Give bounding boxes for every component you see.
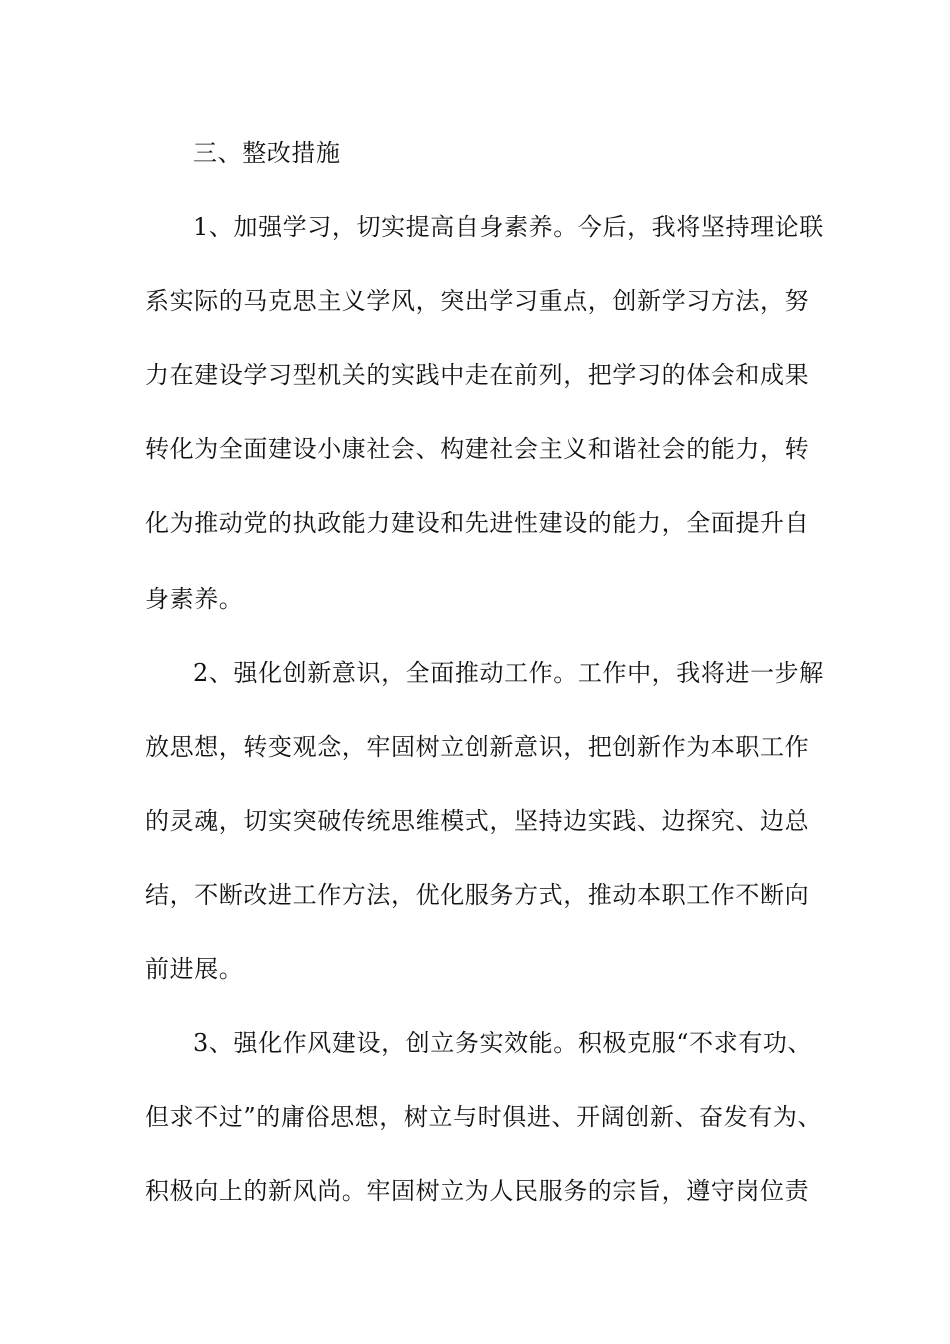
paragraph-line: 力在建设学习型机关的实践中走在前列，把学习的体会和成果 bbox=[145, 361, 810, 389]
paragraph-line: 的灵魂，切实突破传统思维模式，坚持边实践、边探究、边总 bbox=[145, 807, 810, 835]
paragraph-line: 但求不过”的庸俗思想，树立与时俱进、开阔创新、奋发有为、 bbox=[145, 1103, 823, 1131]
paragraph-line: 前进展。 bbox=[145, 955, 244, 983]
paragraph-line: 身素养。 bbox=[145, 585, 244, 613]
paragraph-line: 化为推动党的执政能力建设和先进性建设的能力，全面提升自 bbox=[145, 509, 810, 537]
paragraph-line: 结，不断改进工作方法，优化服务方式，推动本职工作不断向 bbox=[145, 881, 810, 909]
paragraph-line: 2、强化创新意识，全面推动工作。工作中，我将进一步解 bbox=[193, 659, 824, 687]
paragraph-line: 1、加强学习，切实提高自身素养。今后，我将坚持理论联 bbox=[193, 213, 824, 241]
paragraph-line: 3、强化作风建设，创立务实效能。积极克服“不求有功、 bbox=[193, 1029, 813, 1057]
paragraph-line: 转化为全面建设小康社会、构建社会主义和谐社会的能力，转 bbox=[145, 435, 810, 463]
paragraph-line: 系实际的马克思主义学风，突出学习重点，创新学习方法，努 bbox=[145, 287, 810, 315]
paragraph-line: 积极向上的新风尚。牢固树立为人民服务的宗旨，遵守岗位责 bbox=[145, 1177, 810, 1205]
paragraph-line: 放思想，转变观念，牢固树立创新意识，把创新作为本职工作 bbox=[145, 733, 810, 761]
section-heading: 三、整改措施 bbox=[193, 139, 341, 167]
